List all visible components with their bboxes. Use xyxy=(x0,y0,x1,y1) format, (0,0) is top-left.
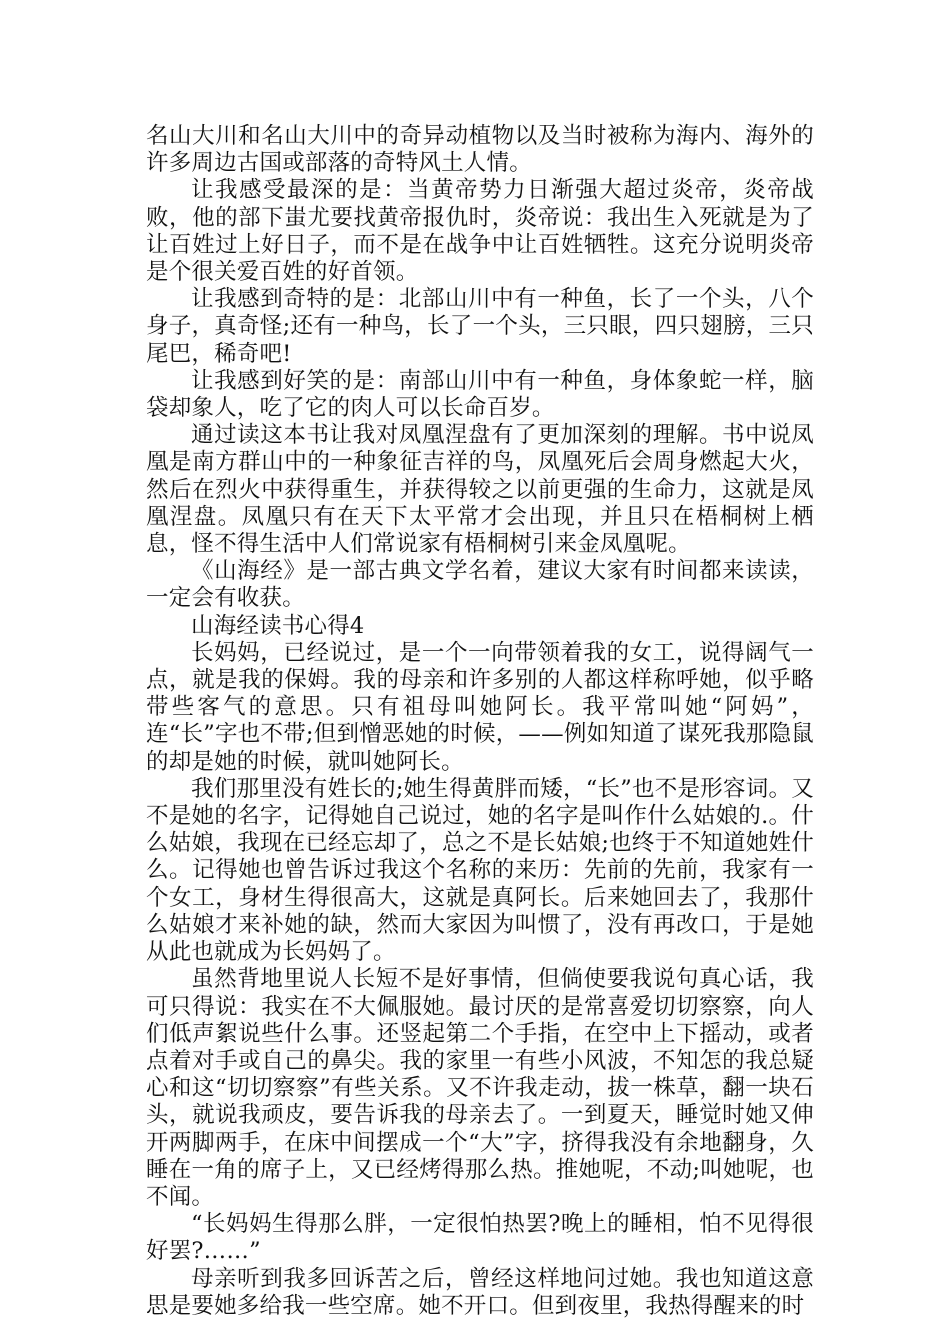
section-heading: 山海经读书心得4 xyxy=(191,612,365,639)
paragraph-4: 让我感到好笑的是：南部山川中有一种鱼，身体象蛇一样，脑袋却象人，吃了它的肉人可以长命百岁。 xyxy=(146,367,814,422)
paragraph-2: 让我感受最深的是：当黄帝势力日渐强大超过炎帝，炎帝战败，他的部下蚩尤要找黄帝报仇时，炎帝说：我出生入死就是为了让百姓过上好日子，而不是在战争中让百姓牺牲。这充分说明炎帝是个很关爱百姓的好首领。 xyxy=(146,177,814,286)
paragraph-9: 虽然背地里说人长短不是好事情，但倘使要我说句真心话，我可只得说：我实在不大佩服她。最讨厌的是常喜爱切切察察，向人们低声絮说些什么事。还竖起第二个手指，在空中上下摇动，或者点着对手或自己的鼻尖。我的家里一有些小风波，不知怎的我总疑心和这“切切察察”有些关系。又不许我走动，拔一株草，翻一块石头，就说我顽皮，要告诉我的母亲去了。一到夏天，睡觉时她又伸开两脚两手，在床中间摆成一个“大”字，挤得我没有余地翻身，久睡在一角的席子上，又已经烤得那么热。推她呢，不动;叫她呢，也不闻。 xyxy=(146,966,814,1210)
paragraph-10: “长妈妈生得那么胖，一定很怕热罢?晚上的睡相，怕不见得很好罢?……” xyxy=(146,1211,814,1265)
document-body xyxy=(146,123,814,1320)
paragraph-6: 《山海经》是一部古典文学名着，建议大家有时间都来读读，一定会有收获。 xyxy=(146,558,814,612)
paragraph-7: 长妈妈，已经说过，是一个一向带领着我的女工，说得阔气一点，就是我的保姆。我的母亲和许多别的人都这样称呼她，似乎略带些客气的意思。只有祖母叫她阿长。我平常叫她“阿妈”，连“长”字也不带;但到憎恶她的时候，——例如知道了谋死我那隐鼠的却是她的时候，就叫她阿长。 xyxy=(146,639,814,775)
paragraph-8: 我们那里没有姓长的;她生得黄胖而矮，“长”也不是形容词。又不是她的名字，记得她自己说过，她的名字是叫作什么姑娘的.。什么姑娘，我现在已经忘却了，总之不是长姑娘;也终于不知道她姓什么。记得她也曾告诉过我这个名称的来历：先前的先前，我家有一个女工，身材生得很高大，这就是真阿长。后来她回去了，我那什么姑娘才来补她的缺，然而大家因为叫惯了，没有再改口，于是她从此也就成为长妈妈了。 xyxy=(146,775,814,966)
paragraph-3: 让我感到奇特的是：北部山川中有一种鱼，长了一个头，八个身子，真奇怪;还有一种鸟，长了一个头，三只眼，四只翅膀，三只尾巴，稀奇吧! xyxy=(146,286,814,367)
paragraph-1: 名山大川和名山大川中的奇异动植物以及当时被称为海内、海外的许多周边古国或部落的奇特风土人情。 xyxy=(146,123,814,177)
paragraph-5: 通过读这本书让我对凤凰涅盘有了更加深刻的理解。书中说凤凰是南方群山中的一种象征吉祥的鸟，凤凰死后会周身燃起大火，然后在烈火中获得重生，并获得较之以前更强的生命力，这就是凤凰涅盘。凤凰只有在天下太平常才会出现，并且只在梧桐树上栖息，怪不得生活中人们常说家有梧桐树引来金凤凰呢。 xyxy=(146,422,814,558)
paragraph-11: 母亲听到我多回诉苦之后，曾经这样地问过她。我也知道这意思是要她多给我一些空席。她不开口。但到夜里，我热得醒来的时 xyxy=(146,1265,814,1319)
